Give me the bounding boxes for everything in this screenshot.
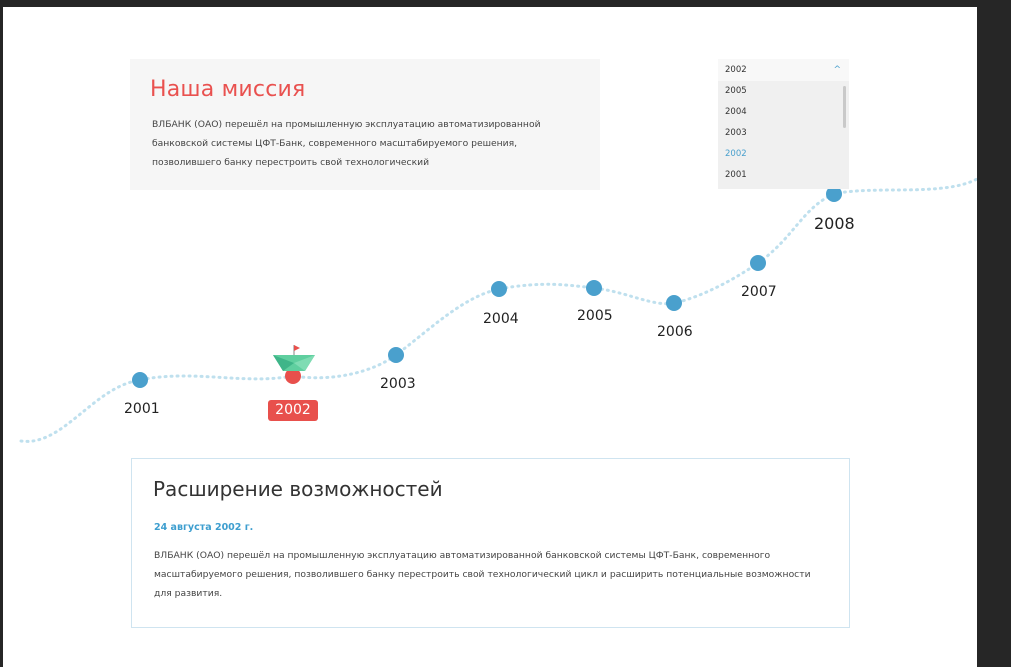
paper-boat-icon: [273, 345, 315, 371]
year-option-2003[interactable]: 2003: [725, 128, 747, 138]
timeline-dot-2007[interactable]: [750, 255, 766, 271]
page: [3, 7, 977, 667]
year-label-2006[interactable]: 2006: [657, 324, 693, 340]
year-label-2008[interactable]: 2008: [814, 214, 855, 233]
detail-card: [131, 458, 850, 628]
year-label-2005[interactable]: 2005: [577, 308, 613, 324]
year-dropdown-value: 2002: [725, 65, 747, 75]
timeline-dot-2001[interactable]: [132, 372, 148, 388]
year-label-2003[interactable]: 2003: [380, 376, 416, 392]
timeline-dot-2006[interactable]: [666, 295, 682, 311]
chevron-up-icon[interactable]: ^: [833, 65, 841, 75]
year-option-2005[interactable]: 2005: [725, 86, 747, 96]
timeline-dot-2004[interactable]: [491, 281, 507, 297]
active-year-badge[interactable]: 2002: [268, 400, 318, 421]
dropdown-scrollbar[interactable]: [843, 86, 846, 128]
detail-text: ВЛБАНК (ОАО) перешёл на промышленную эксплуатацию автоматизированной банковской системы ЦФТ-Банк, современного масштабируемого решения, позволившего банку перестроить свой технологический цикл и расширить потенциальные возможности для развития.: [154, 550, 811, 599]
mission-text: ВЛБАНК (ОАО) перешёл на промышленную эксплуатацию автоматизированной банковской системы ЦФТ-Банк, современного масштабируемого решения, позволившего банку перестроить свой технологический: [152, 119, 541, 168]
timeline-dot-2003[interactable]: [388, 347, 404, 363]
year-option-2004[interactable]: 2004: [725, 107, 747, 117]
year-dropdown[interactable]: [718, 59, 849, 189]
year-label-2007[interactable]: 2007: [741, 284, 777, 300]
year-option-2001[interactable]: 2001: [725, 170, 747, 180]
timeline-dot-2005[interactable]: [586, 280, 602, 296]
mission-card: [130, 59, 600, 190]
year-option-2002[interactable]: 2002: [725, 149, 747, 159]
detail-title: Расширение возможностей: [153, 477, 443, 501]
mission-title: Наша миссия: [150, 77, 306, 102]
detail-date: 24 августа 2002 г.: [154, 522, 254, 533]
year-label-2004[interactable]: 2004: [483, 311, 519, 327]
year-label-2001[interactable]: 2001: [124, 401, 160, 417]
year-dropdown-selected[interactable]: [718, 59, 849, 81]
